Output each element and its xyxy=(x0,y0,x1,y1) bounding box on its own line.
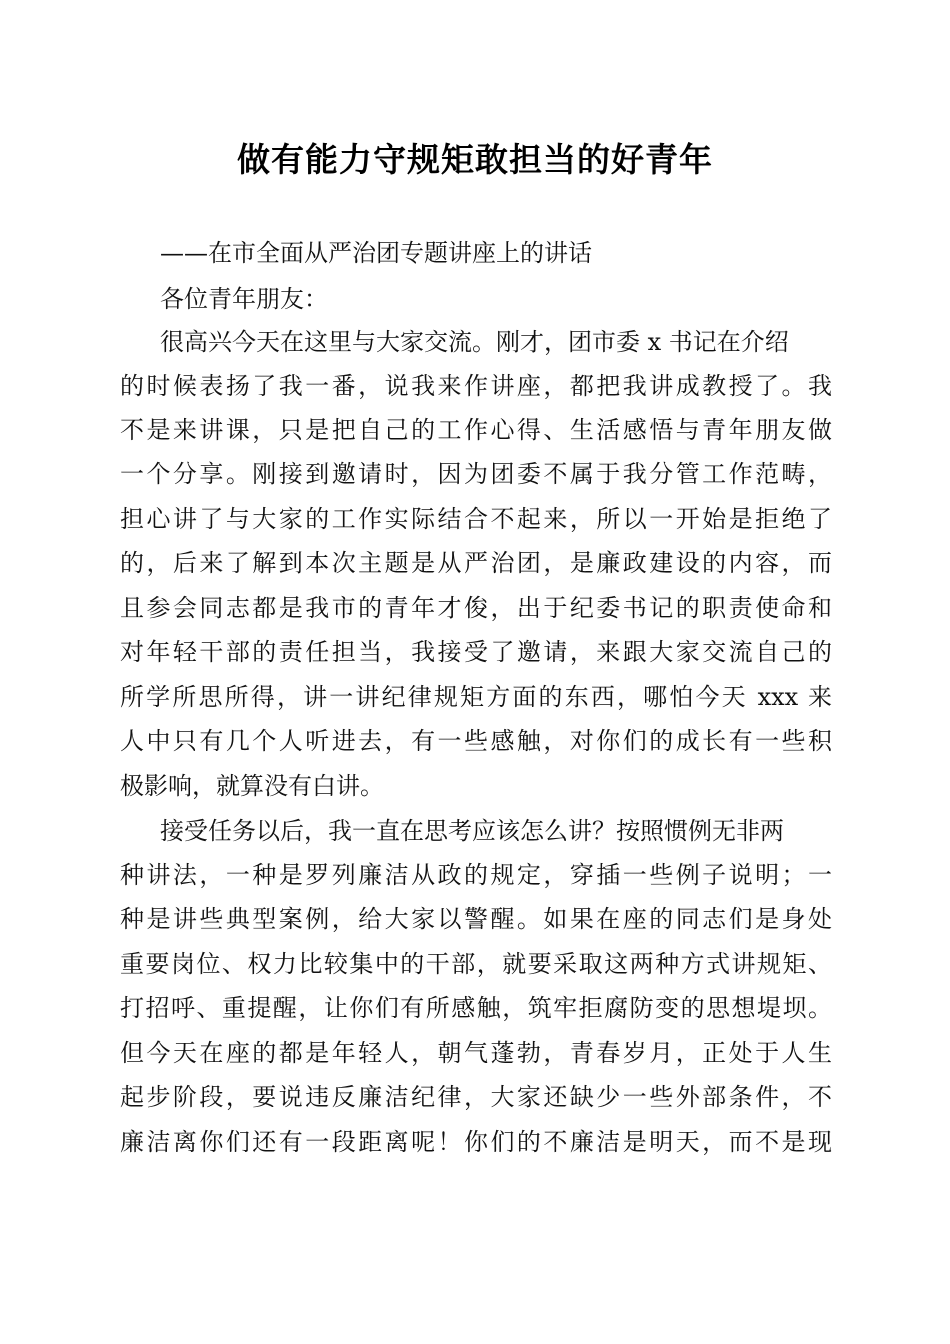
paragraph-line: 担心讲了与大家的工作实际结合不起来，所以一开始是拒绝了 xyxy=(120,505,832,533)
paragraph-line: 但今天在座的都是年轻人，朝气蓬勃，青春岁月，正处于人生 xyxy=(120,1039,832,1067)
paragraph-line: 重要岗位、权力比较集中的干部，就要采取这两种方式讲规矩、 xyxy=(120,950,832,978)
paragraph-line: 对年轻干部的责任担当，我接受了邀请，来跟大家交流自己的 xyxy=(120,638,832,666)
paragraph-line: 种是讲些典型案例，给大家以警醒。如果在座的同志们是身处 xyxy=(120,905,832,933)
document-title: 做有能力守规矩敢担当的好青年 xyxy=(237,140,713,179)
paragraph-line: 接受任务以后，我一直在思考应该怎么讲？按照惯例无非两 xyxy=(160,817,784,845)
paragraph-line: 起步阶段，要说违反廉洁纪律，大家还缺少一些外部条件，不 xyxy=(120,1083,832,1111)
paragraph-line: 人中只有几个人听进去，有一些感触，对你们的成长有一些积 xyxy=(120,727,832,755)
document-subtitle: ——在市全面从严治团专题讲座上的讲话 xyxy=(160,239,592,267)
paragraph-line: 的时候表扬了我一番，说我来作讲座，都把我讲成教授了。我 xyxy=(120,372,832,400)
paragraph-line: 不是来讲课，只是把自己的工作心得、生活感悟与青年朋友做 xyxy=(120,416,832,444)
paragraph-line: 廉洁离你们还有一段距离呢！你们的不廉洁是明天，而不是现 xyxy=(120,1128,832,1156)
paragraph-line: 很高兴今天在这里与大家交流。刚才，团市委 x 书记在介绍 xyxy=(160,328,789,356)
paragraph-line: 一个分享。刚接到邀请时，因为团委不属于我分管工作范畴， xyxy=(120,460,832,488)
paragraph-line: 的，后来了解到本次主题是从严治团，是廉政建设的内容，而 xyxy=(120,549,832,577)
paragraph-line: 所学所思所得，讲一讲纪律规矩方面的东西，哪怕今天 xxx 来 xyxy=(120,683,832,711)
paragraph-line: 种讲法，一种是罗列廉洁从政的规定，穿插一些例子说明；一 xyxy=(120,861,832,889)
paragraph-line: 打招呼、重提醒，让你们有所感触，筑牢拒腐防变的思想堤坝。 xyxy=(120,994,832,1022)
paragraph-line: 极影响，就算没有白讲。 xyxy=(120,772,384,800)
paragraph-line: 且参会同志都是我市的青年才俊，出于纪委书记的职责使命和 xyxy=(120,594,832,622)
salutation: 各位青年朋友： xyxy=(160,285,328,313)
